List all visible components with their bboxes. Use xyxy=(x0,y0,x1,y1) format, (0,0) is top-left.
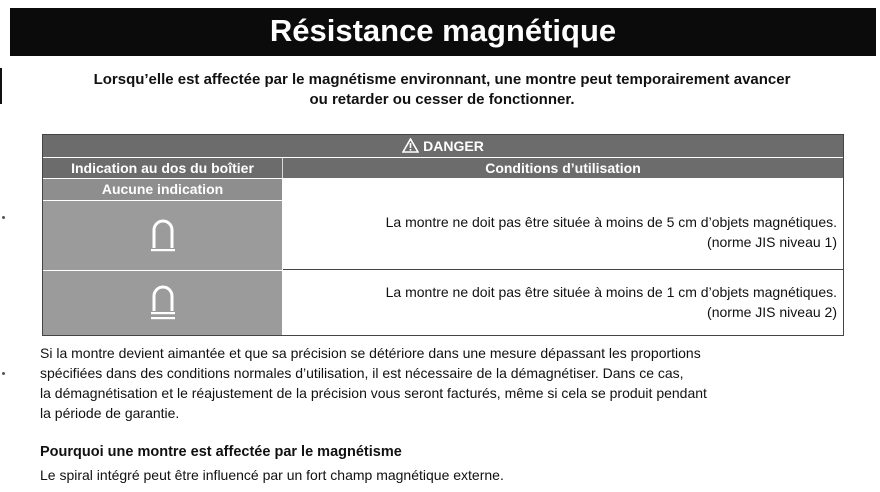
magnet-level-1-cell xyxy=(43,201,282,270)
row-1-text-line-2: (norme JIS niveau 1) xyxy=(707,234,837,250)
page-title: Résistance magnétique xyxy=(10,8,876,56)
scan-artifact xyxy=(2,372,5,375)
magnet-level-1-icon xyxy=(151,219,175,253)
demagnetization-paragraph xyxy=(40,343,844,423)
section-text: Le spiral intégré peut être influencé par un fort champ magnétique externe. xyxy=(40,467,504,483)
intro-line-1: Lorsqu’elle est affectée par le magnétisme environnant, une montre peut temporairement avancer xyxy=(93,71,791,88)
intro-line-2: ou retarder ou cesser de fonctionner. xyxy=(309,91,575,108)
margin-mark xyxy=(0,68,2,104)
row-1-conditions xyxy=(283,212,843,252)
section-heading: Pourquoi une montre est affectée par le magnétisme xyxy=(40,444,402,460)
column-header-conditions: Conditions d’utilisation xyxy=(485,160,641,176)
scan-artifact xyxy=(2,216,5,219)
danger-heading-row xyxy=(43,135,843,157)
magnet-level-2-cell xyxy=(43,271,282,335)
column-header-indication: Indication au dos du boîtier xyxy=(71,160,254,176)
danger-heading: DANGER xyxy=(423,138,484,154)
paragraph-line-3: la démagnétisation et le réajustement de la précision vous seront facturés, même si cela se produit pendant xyxy=(40,385,707,401)
intro-text xyxy=(40,70,844,110)
no-indication-cell: Aucune indication xyxy=(43,179,282,200)
paragraph-line-4: la période de garantie. xyxy=(40,405,180,421)
row-2-text-line-1: La montre ne doit pas être située à moins de 1 cm d’objets magnétiques. xyxy=(385,284,837,300)
paragraph-line-2: spécifiées dans des conditions normales d’utilisation, il est nécessaire de la démagnétiser. Dans ce cas, xyxy=(40,365,684,381)
magnet-level-2-icon xyxy=(151,285,175,321)
column-header-row xyxy=(43,158,843,178)
row-2-text-line-2: (norme JIS niveau 2) xyxy=(707,304,837,320)
row-2-conditions xyxy=(283,282,843,322)
paragraph-line-1: Si la montre devient aimantée et que sa précision se détériore dans une mesure dépassant les proportions xyxy=(40,345,701,361)
danger-table xyxy=(42,134,844,336)
warning-triangle-icon xyxy=(402,138,419,153)
row-1-text-line-1: La montre ne doit pas être située à moins de 5 cm d’objets magnétiques. xyxy=(385,214,837,230)
row-separator xyxy=(283,269,843,270)
